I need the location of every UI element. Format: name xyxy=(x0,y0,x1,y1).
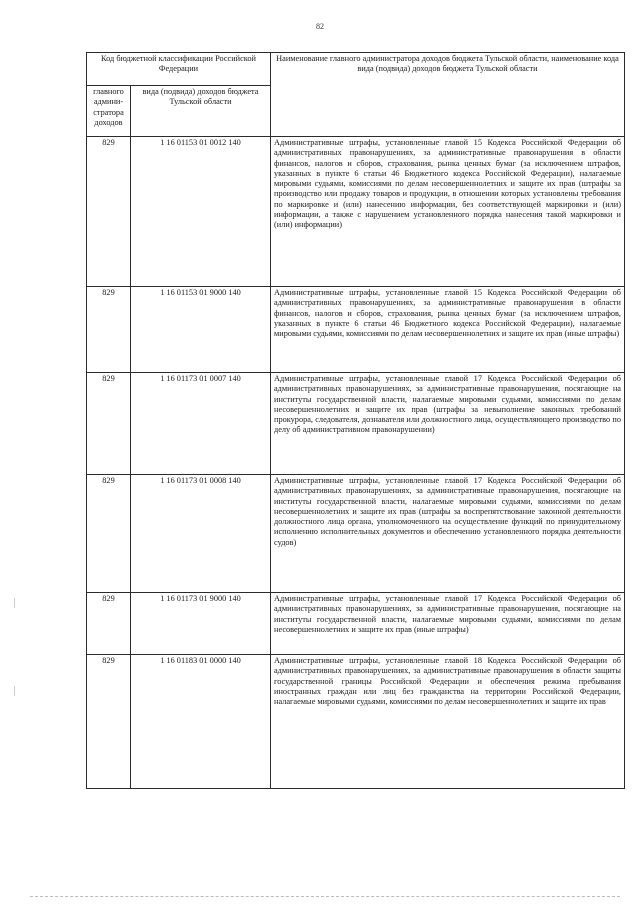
income-code-cell: 1 16 01173 01 0008 140 xyxy=(131,475,271,593)
income-code-cell: 1 16 01173 01 0007 140 xyxy=(131,373,271,475)
income-name-cell: Административные штрафы, установленные главой 15 Кодекса Российской Федерации об административных правонарушениях, за административные правонарушения в области финансов, налогов и сборов, страхования, рынка ценных бумаг (за исключением штрафов, указанных в пункте 6 статьи 46 Бюджетного кодекса Российской Федерации), налагаемые мировыми судьями, комиссиями по делам несовершеннолетних и защите их прав (штрафы за производство или продажу товаров и продукции, в отношении которых установлены требования по маркировке и (или) нанесению информации, без соответствующей маркировки и (или) информации, а также с нарушением установленного порядка нанесения такой маркировки и (или) информации) xyxy=(271,137,625,287)
income-code-cell: 1 16 01173 01 9000 140 xyxy=(131,593,271,655)
table-row xyxy=(87,137,625,287)
header-classification-code: Код бюджетной классификации Российской Федерации xyxy=(87,53,271,86)
income-code-cell: 1 16 01153 01 9000 140 xyxy=(131,287,271,373)
budget-classification-table xyxy=(86,52,625,789)
admin-code-cell: 829 xyxy=(87,373,131,475)
scan-margin-mark xyxy=(14,686,15,696)
table-row xyxy=(87,593,625,655)
admin-code-cell: 829 xyxy=(87,475,131,593)
table-row xyxy=(87,373,625,475)
income-name-cell: Административные штрафы, установленные главой 18 Кодекса Российской Федерации об административных правонарушениях, за административные правонарушения в области защиты государственной границы Российской Федерации и обеспечения режима пребывания иностранных граждан или лиц без гражданства на территории Российской Федерации, налагаемые мировыми судьями, комиссиями по делам несовершеннолетних и защите их прав xyxy=(271,655,625,789)
income-name-cell: Административные штрафы, установленные главой 17 Кодекса Российской Федерации об административных правонарушениях, за административные правонарушения, посягающие на институты государственной власти, налагаемые мировыми судьями, комиссиями по делам несовершеннолетних и защите их прав (иные штрафы) xyxy=(271,593,625,655)
table-row xyxy=(87,287,625,373)
header-name-column: Наименование главного администратора доходов бюджета Тульской области, наименование кода вида (подвида) доходов бюджета Тульской области xyxy=(271,53,625,137)
income-code-cell: 1 16 01153 01 0012 140 xyxy=(131,137,271,287)
scan-edge-artifact xyxy=(30,894,620,897)
header-code-column: вида (подвида) доходов бюджета Тульской области xyxy=(131,86,271,137)
income-name-cell: Административные штрафы, установленные главой 17 Кодекса Российской Федерации об административных правонарушениях, за административные правонарушения, посягающие на институты государственной власти, налагаемые мировыми судьями, комиссиями по делам несовершеннолетних и защите их прав (штрафы за воспрепятствование законной деятельности должностного лица органа, уполномоченного на осуществление функций по принудительному исполнению исполнительных документов и обеспечению установленного порядка деятельности судов) xyxy=(271,475,625,593)
page-number: 82 xyxy=(316,22,324,31)
income-code-cell: 1 16 01183 01 0000 140 xyxy=(131,655,271,789)
admin-code-cell: 829 xyxy=(87,287,131,373)
income-name-cell: Административные штрафы, установленные главой 15 Кодекса Российской Федерации об административных правонарушениях, за административные правонарушения в области финансов, налогов и сборов, страхования, рынка ценных бумаг (за исключением штрафов, указанных в пункте 6 статьи 46 Бюджетного кодекса Российской Федерации), налагаемые мировыми судьями, комиссиями по делам несовершеннолетних и защите их прав (иные штрафы) xyxy=(271,287,625,373)
table-row xyxy=(87,475,625,593)
admin-code-cell: 829 xyxy=(87,655,131,789)
header-admin-column: главного админи-стратора доходов xyxy=(87,86,131,137)
table-row xyxy=(87,655,625,789)
scan-margin-mark xyxy=(14,598,15,608)
income-name-cell: Административные штрафы, установленные главой 17 Кодекса Российской Федерации об административных правонарушениях, за административные правонарушения, посягающие на институты государственной власти, налагаемые мировыми судьями, комиссиями по делам несовершеннолетних и защите их прав (штрафы за невыполнение законных требований прокурора, следователя, дознавателя или должностного лица, осуществляющего производство по делу об административном правонарушении) xyxy=(271,373,625,475)
admin-code-cell: 829 xyxy=(87,137,131,287)
admin-code-cell: 829 xyxy=(87,593,131,655)
